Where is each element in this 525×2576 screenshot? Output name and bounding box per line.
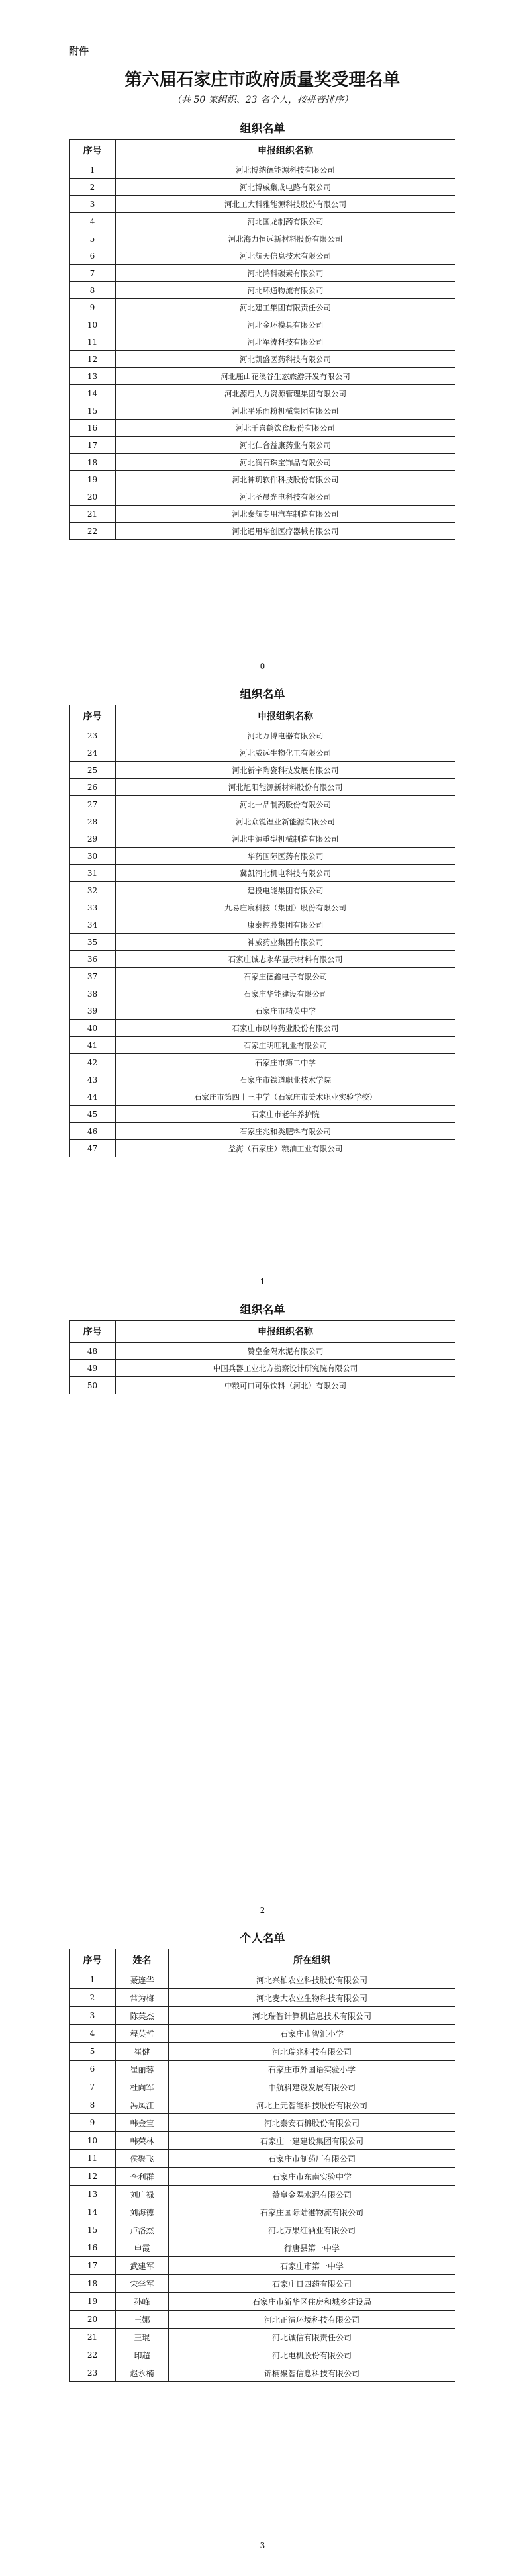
row-number: 34 bbox=[70, 916, 116, 934]
row-number: 21 bbox=[70, 506, 116, 523]
person-name-cell: 孙峰 bbox=[116, 2293, 169, 2311]
org-name-cell: 石家庄市外国语实验小学 bbox=[169, 2061, 455, 2078]
table-row bbox=[70, 488, 455, 506]
table-row bbox=[70, 2168, 455, 2186]
column-header-org-name: 申报组织名称 bbox=[116, 140, 455, 161]
person-name-cell: 韩金宝 bbox=[116, 2114, 169, 2132]
org-list-title-1: 组织名单 bbox=[240, 122, 285, 136]
table-row bbox=[70, 230, 455, 247]
row-number: 38 bbox=[70, 985, 116, 1002]
table-row bbox=[70, 2257, 455, 2275]
table-row bbox=[70, 934, 455, 951]
org-table-1 bbox=[69, 139, 455, 540]
table-row bbox=[70, 2007, 455, 2025]
org-table-2 bbox=[69, 705, 455, 1157]
column-header-org-name: 申报组织名称 bbox=[116, 1321, 455, 1343]
org-name-cell: 赞皇金隅水泥有限公司 bbox=[116, 1343, 455, 1360]
row-number: 16 bbox=[70, 420, 116, 437]
org-name-cell: 河北泰航专用汽车制造有限公司 bbox=[116, 506, 455, 523]
row-number: 2 bbox=[70, 1989, 116, 2007]
row-number: 1 bbox=[70, 1971, 116, 1989]
person-name-cell: 武建军 bbox=[116, 2257, 169, 2275]
table-row bbox=[70, 1377, 455, 1394]
table-row bbox=[70, 402, 455, 420]
table-row bbox=[70, 1360, 455, 1377]
table-row bbox=[70, 265, 455, 282]
table-row bbox=[70, 830, 455, 848]
person-name-cell: 侯聚飞 bbox=[116, 2150, 169, 2168]
row-number: 11 bbox=[70, 2150, 116, 2168]
table-row bbox=[70, 1054, 455, 1071]
org-name-cell: 河北泰安石棉股份有限公司 bbox=[169, 2114, 455, 2132]
row-number: 41 bbox=[70, 1037, 116, 1054]
org-name-cell: 神威药业集团有限公司 bbox=[116, 934, 455, 951]
row-number: 28 bbox=[70, 813, 116, 830]
org-name-cell: 石家庄日四药有限公司 bbox=[169, 2275, 455, 2293]
person-name-cell: 聂连华 bbox=[116, 1971, 169, 1989]
column-header-org: 所在组织 bbox=[169, 1949, 455, 1971]
table-row bbox=[70, 1343, 455, 1360]
column-header-org-name: 申报组织名称 bbox=[116, 705, 455, 727]
row-number: 16 bbox=[70, 2239, 116, 2257]
person-name-cell: 赵永楠 bbox=[116, 2364, 169, 2382]
org-name-cell: 河北军涛科技有限公司 bbox=[116, 333, 455, 351]
org-name-cell: 河北金环模具有限公司 bbox=[116, 316, 455, 333]
table-row bbox=[70, 247, 455, 265]
row-number: 24 bbox=[70, 744, 116, 762]
row-number: 3 bbox=[70, 2007, 116, 2025]
person-name-cell: 申霞 bbox=[116, 2239, 169, 2257]
row-number: 17 bbox=[70, 2257, 116, 2275]
org-name-cell: 河北国龙制药有限公司 bbox=[116, 213, 455, 230]
table-row bbox=[70, 506, 455, 523]
column-header-no: 序号 bbox=[70, 705, 116, 727]
row-number: 15 bbox=[70, 402, 116, 420]
row-number: 33 bbox=[70, 899, 116, 916]
org-name-cell: 冀凯河北机电科技有限公司 bbox=[116, 865, 455, 882]
org-name-cell: 中粮可口可乐饮料（河北）有限公司 bbox=[116, 1377, 455, 1394]
org-name-cell: 河北上元智能科技股份有限公司 bbox=[169, 2096, 455, 2114]
org-name-cell: 河北建工集团有限责任公司 bbox=[116, 299, 455, 316]
table-row bbox=[70, 213, 455, 230]
row-number: 17 bbox=[70, 437, 116, 454]
table-row bbox=[70, 2203, 455, 2221]
org-name-cell: 华药国际医药有限公司 bbox=[116, 848, 455, 865]
table-row bbox=[70, 2096, 455, 2114]
column-header-no: 序号 bbox=[70, 1949, 116, 1971]
row-number: 47 bbox=[70, 1140, 116, 1157]
table-row bbox=[70, 2132, 455, 2150]
page-number: 2 bbox=[260, 1906, 265, 1915]
org-name-cell: 石家庄市东南实验中学 bbox=[169, 2168, 455, 2186]
org-name-cell: 中国兵器工业北方勘察设计研究院有限公司 bbox=[116, 1360, 455, 1377]
row-number: 10 bbox=[70, 2132, 116, 2150]
table-row bbox=[70, 762, 455, 779]
org-name-cell: 河北一品制药股份有限公司 bbox=[116, 796, 455, 813]
row-number: 19 bbox=[70, 2293, 116, 2311]
table-row bbox=[70, 2078, 455, 2096]
org-name-cell: 河北环通物流有限公司 bbox=[116, 282, 455, 299]
people-list-title: 个人名单 bbox=[240, 1932, 285, 1945]
table-row bbox=[70, 727, 455, 744]
row-number: 18 bbox=[70, 454, 116, 471]
row-number: 4 bbox=[70, 2025, 116, 2043]
table-row bbox=[70, 523, 455, 540]
row-number: 6 bbox=[70, 247, 116, 265]
org-name-cell: 益海（石家庄）粮油工业有限公司 bbox=[116, 1140, 455, 1157]
org-name-cell: 河北航天信息技术有限公司 bbox=[116, 247, 455, 265]
row-number: 50 bbox=[70, 1377, 116, 1394]
table-row bbox=[70, 1002, 455, 1020]
org-name-cell: 河北万博电器有限公司 bbox=[116, 727, 455, 744]
org-name-cell: 河北博纳德能源科技有限公司 bbox=[116, 161, 455, 179]
org-name-cell: 石家庄市第一中学 bbox=[169, 2257, 455, 2275]
table-row bbox=[70, 179, 455, 196]
org-name-cell: 河北润石珠宝饰品有限公司 bbox=[116, 454, 455, 471]
row-number: 8 bbox=[70, 282, 116, 299]
org-name-cell: 河北瑞智计算机信息技术有限公司 bbox=[169, 2007, 455, 2025]
row-number: 7 bbox=[70, 2078, 116, 2096]
org-name-cell: 石家庄明旺乳业有限公司 bbox=[116, 1037, 455, 1054]
table-row bbox=[70, 2239, 455, 2257]
table-row bbox=[70, 1140, 455, 1157]
org-name-cell: 河北凯盛医药科技有限公司 bbox=[116, 351, 455, 368]
org-name-cell: 河北麦大农业生物科技有限公司 bbox=[169, 1989, 455, 2007]
row-number: 49 bbox=[70, 1360, 116, 1377]
row-number: 32 bbox=[70, 882, 116, 899]
org-name-cell: 锦楠聚智信息科技有限公司 bbox=[169, 2364, 455, 2382]
table-header-row bbox=[70, 140, 455, 161]
row-number: 9 bbox=[70, 299, 116, 316]
row-number: 48 bbox=[70, 1343, 116, 1360]
table-row bbox=[70, 2329, 455, 2346]
person-name-cell: 宋学军 bbox=[116, 2275, 169, 2293]
person-name-cell: 韩荣林 bbox=[116, 2132, 169, 2150]
org-name-cell: 河北平乐面粉机械集团有限公司 bbox=[116, 402, 455, 420]
person-name-cell: 印超 bbox=[116, 2346, 169, 2364]
row-number: 5 bbox=[70, 2043, 116, 2061]
person-name-cell: 李利群 bbox=[116, 2168, 169, 2186]
row-number: 21 bbox=[70, 2329, 116, 2346]
person-name-cell: 刘海德 bbox=[116, 2203, 169, 2221]
org-name-cell: 河北通用华创医疗器械有限公司 bbox=[116, 523, 455, 540]
org-name-cell: 石家庄兆和类肥料有限公司 bbox=[116, 1123, 455, 1140]
org-list-title-3: 组织名单 bbox=[240, 1304, 285, 1317]
org-name-cell: 石家庄市新华区住房和城乡建设局 bbox=[169, 2293, 455, 2311]
table-row bbox=[70, 848, 455, 865]
org-name-cell: 河北仁合益康药业有限公司 bbox=[116, 437, 455, 454]
person-name-cell: 王娜 bbox=[116, 2311, 169, 2329]
column-header-no: 序号 bbox=[70, 1321, 116, 1343]
org-name-cell: 赞皇金隅水泥有限公司 bbox=[169, 2186, 455, 2203]
org-name-cell: 中航科建设发展有限公司 bbox=[169, 2078, 455, 2096]
table-row bbox=[70, 385, 455, 402]
org-name-cell: 石家庄市第四十三中学（石家庄市美术职业实验学校） bbox=[116, 1088, 455, 1106]
table-row bbox=[70, 420, 455, 437]
table-row bbox=[70, 968, 455, 985]
row-number: 31 bbox=[70, 865, 116, 882]
org-name-cell: 河北威远生物化工有限公司 bbox=[116, 744, 455, 762]
org-name-cell: 石家庄华能建设有限公司 bbox=[116, 985, 455, 1002]
row-number: 29 bbox=[70, 830, 116, 848]
row-number: 6 bbox=[70, 2061, 116, 2078]
table-row bbox=[70, 471, 455, 488]
table-row bbox=[70, 2186, 455, 2203]
row-number: 37 bbox=[70, 968, 116, 985]
row-number: 12 bbox=[70, 2168, 116, 2186]
org-table-3 bbox=[69, 1320, 455, 1394]
person-name-cell: 陈英杰 bbox=[116, 2007, 169, 2025]
row-number: 13 bbox=[70, 368, 116, 385]
table-row bbox=[70, 1971, 455, 1989]
person-name-cell: 杜向军 bbox=[116, 2078, 169, 2096]
row-number: 26 bbox=[70, 779, 116, 796]
org-name-cell: 石家庄市老年养护院 bbox=[116, 1106, 455, 1123]
row-number: 44 bbox=[70, 1088, 116, 1106]
org-name-cell: 河北海力恒远新材料股份有限公司 bbox=[116, 230, 455, 247]
org-name-cell: 河北新宇陶瓷科技发展有限公司 bbox=[116, 762, 455, 779]
org-name-cell: 石家庄市第二中学 bbox=[116, 1054, 455, 1071]
table-row bbox=[70, 316, 455, 333]
row-number: 19 bbox=[70, 471, 116, 488]
row-number: 25 bbox=[70, 762, 116, 779]
org-name-cell: 河北众锐锂业新能源有限公司 bbox=[116, 813, 455, 830]
table-row bbox=[70, 779, 455, 796]
row-number: 30 bbox=[70, 848, 116, 865]
row-number: 7 bbox=[70, 265, 116, 282]
row-number: 9 bbox=[70, 2114, 116, 2132]
row-number: 27 bbox=[70, 796, 116, 813]
attachment-label: 附件 bbox=[69, 45, 89, 57]
table-row bbox=[70, 161, 455, 179]
table-row bbox=[70, 2061, 455, 2078]
row-number: 20 bbox=[70, 2311, 116, 2329]
table-row bbox=[70, 2293, 455, 2311]
row-number: 18 bbox=[70, 2275, 116, 2293]
table-row bbox=[70, 865, 455, 882]
page-number: 0 bbox=[260, 662, 265, 671]
table-row bbox=[70, 951, 455, 968]
row-number: 2 bbox=[70, 179, 116, 196]
org-name-cell: 建投电能集团有限公司 bbox=[116, 882, 455, 899]
table-row bbox=[70, 796, 455, 813]
row-number: 5 bbox=[70, 230, 116, 247]
org-name-cell: 河北鹿山花溪谷生态旅游开发有限公司 bbox=[116, 368, 455, 385]
table-row bbox=[70, 1106, 455, 1123]
org-name-cell: 河北万果红酒业有限公司 bbox=[169, 2221, 455, 2239]
table-row bbox=[70, 437, 455, 454]
row-number: 22 bbox=[70, 2346, 116, 2364]
table-row bbox=[70, 2025, 455, 2043]
row-number: 39 bbox=[70, 1002, 116, 1020]
org-name-cell: 石家庄诚志永华显示材料有限公司 bbox=[116, 951, 455, 968]
row-number: 4 bbox=[70, 213, 116, 230]
table-row bbox=[70, 1071, 455, 1088]
row-number: 15 bbox=[70, 2221, 116, 2239]
person-name-cell: 程英哲 bbox=[116, 2025, 169, 2043]
table-header-row bbox=[70, 1321, 455, 1343]
org-name-cell: 石家庄市以岭药业股份有限公司 bbox=[116, 1020, 455, 1037]
org-name-cell: 康泰控股集团有限公司 bbox=[116, 916, 455, 934]
table-row bbox=[70, 2311, 455, 2329]
org-name-cell: 河北源启人力资源管理集团有限公司 bbox=[116, 385, 455, 402]
row-number: 23 bbox=[70, 727, 116, 744]
person-name-cell: 王琨 bbox=[116, 2329, 169, 2346]
row-number: 11 bbox=[70, 333, 116, 351]
row-number: 36 bbox=[70, 951, 116, 968]
org-name-cell: 石家庄市智汇小学 bbox=[169, 2025, 455, 2043]
row-number: 35 bbox=[70, 934, 116, 951]
row-number: 22 bbox=[70, 523, 116, 540]
table-row bbox=[70, 2114, 455, 2132]
table-row bbox=[70, 1020, 455, 1037]
table-row bbox=[70, 882, 455, 899]
table-row bbox=[70, 2221, 455, 2239]
org-name-cell: 河北兴柏农业科技股份有限公司 bbox=[169, 1971, 455, 1989]
org-name-cell: 河北圣晨光电科技有限公司 bbox=[116, 488, 455, 506]
row-number: 23 bbox=[70, 2364, 116, 2382]
table-row bbox=[70, 1123, 455, 1140]
table-row bbox=[70, 899, 455, 916]
person-name-cell: 冯凤江 bbox=[116, 2096, 169, 2114]
row-number: 46 bbox=[70, 1123, 116, 1140]
table-header-row bbox=[70, 1949, 455, 1971]
row-number: 42 bbox=[70, 1054, 116, 1071]
row-number: 10 bbox=[70, 316, 116, 333]
org-name-cell: 河北神玥软件科技股份有限公司 bbox=[116, 471, 455, 488]
org-name-cell: 河北瑞兆科技有限公司 bbox=[169, 2043, 455, 2061]
org-name-cell: 河北电机股份有限公司 bbox=[169, 2346, 455, 2364]
table-row bbox=[70, 813, 455, 830]
row-number: 40 bbox=[70, 1020, 116, 1037]
org-name-cell: 河北鸿科碳素有限公司 bbox=[116, 265, 455, 282]
table-row bbox=[70, 1088, 455, 1106]
table-header-row bbox=[70, 705, 455, 727]
org-list-title-2: 组织名单 bbox=[240, 688, 285, 701]
org-name-cell: 河北诚信有限责任公司 bbox=[169, 2329, 455, 2346]
table-row bbox=[70, 744, 455, 762]
person-name-cell: 刘广禄 bbox=[116, 2186, 169, 2203]
org-name-cell: 石家庄市精英中学 bbox=[116, 1002, 455, 1020]
org-name-cell: 石家庄一建建设集团有限公司 bbox=[169, 2132, 455, 2150]
page-number: 3 bbox=[260, 2541, 265, 2550]
table-row bbox=[70, 2346, 455, 2364]
table-row bbox=[70, 333, 455, 351]
org-name-cell: 河北中源重型机械制造有限公司 bbox=[116, 830, 455, 848]
people-table bbox=[69, 1949, 455, 2382]
table-row bbox=[70, 299, 455, 316]
org-name-cell: 河北正清环境科技有限公司 bbox=[169, 2311, 455, 2329]
org-name-cell: 石家庄市制药厂有限公司 bbox=[169, 2150, 455, 2168]
org-name-cell: 石家庄市铁道职业技术学院 bbox=[116, 1071, 455, 1088]
row-number: 3 bbox=[70, 196, 116, 213]
org-name-cell: 石家庄德鑫电子有限公司 bbox=[116, 968, 455, 985]
org-name-cell: 石家庄国际陆港物流有限公司 bbox=[169, 2203, 455, 2221]
table-row bbox=[70, 1989, 455, 2007]
table-row bbox=[70, 282, 455, 299]
table-row bbox=[70, 368, 455, 385]
table-row bbox=[70, 351, 455, 368]
row-number: 14 bbox=[70, 385, 116, 402]
table-row bbox=[70, 2043, 455, 2061]
person-name-cell: 崔健 bbox=[116, 2043, 169, 2061]
org-name-cell: 九易庄宸科技（集团）股份有限公司 bbox=[116, 899, 455, 916]
table-row bbox=[70, 196, 455, 213]
table-row bbox=[70, 1037, 455, 1054]
org-name-cell: 河北工大科雅能源科技股份有限公司 bbox=[116, 196, 455, 213]
row-number: 8 bbox=[70, 2096, 116, 2114]
column-header-person-name: 姓名 bbox=[116, 1949, 169, 1971]
person-name-cell: 崔丽蓉 bbox=[116, 2061, 169, 2078]
row-number: 13 bbox=[70, 2186, 116, 2203]
table-row bbox=[70, 2150, 455, 2168]
row-number: 14 bbox=[70, 2203, 116, 2221]
table-row bbox=[70, 2275, 455, 2293]
person-name-cell: 常为梅 bbox=[116, 1989, 169, 2007]
table-row bbox=[70, 916, 455, 934]
person-name-cell: 卢洛杰 bbox=[116, 2221, 169, 2239]
row-number: 20 bbox=[70, 488, 116, 506]
org-name-cell: 河北博威集成电路有限公司 bbox=[116, 179, 455, 196]
document-subtitle: （共 50 家组织、23 名个人，按拼音排序） bbox=[172, 95, 353, 105]
row-number: 45 bbox=[70, 1106, 116, 1123]
document-title: 第六届石家庄市政府质量奖受理名单 bbox=[124, 70, 401, 90]
org-name-cell: 河北旭阳能源新材料股份有限公司 bbox=[116, 779, 455, 796]
row-number: 43 bbox=[70, 1071, 116, 1088]
column-header-no: 序号 bbox=[70, 140, 116, 161]
row-number: 12 bbox=[70, 351, 116, 368]
org-name-cell: 行唐县第一中学 bbox=[169, 2239, 455, 2257]
row-number: 1 bbox=[70, 161, 116, 179]
table-row bbox=[70, 454, 455, 471]
page-number: 1 bbox=[260, 1277, 265, 1286]
table-row bbox=[70, 985, 455, 1002]
table-row bbox=[70, 2364, 455, 2382]
org-name-cell: 河北千喜鹤饮食股份有限公司 bbox=[116, 420, 455, 437]
